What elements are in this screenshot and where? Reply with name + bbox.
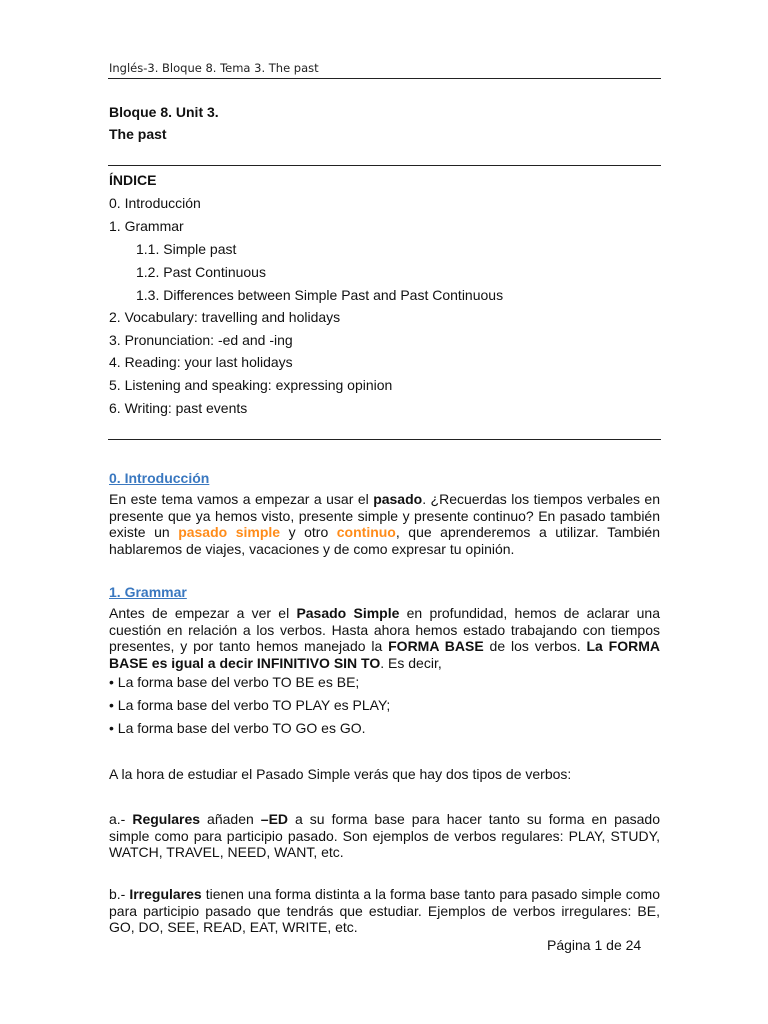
bullet-item: • La forma base del verbo TO BE es BE;	[109, 674, 360, 690]
section-heading-intro: 0. Introducción	[109, 470, 210, 486]
verb-types-intro: A la hora de estudiar el Pasado Simple verás que hay dos tipos de verbos:	[109, 766, 572, 782]
grammar-paragraph: Antes de empezar a ver el Pasado Simple en profundidad, hemos de aclarar una cuestión en relación a los verbos. Hasta ahora hemos estado trabajando con tiempos presentes, y por tanto hemos manejado la FORMA BASE de los verbos. La FORMA BASE es igual a decir INFINITIVO SIN TO. Es decir,	[109, 605, 661, 671]
running-header: Inglés-3. Bloque 8. Tema 3. The past	[109, 61, 319, 75]
toc-subitem: 1.2. Past Continuous	[136, 264, 266, 280]
regular-verbs-paragraph: a.- Regulares añaden –ED a su forma base para hacer tanto su forma en pasado simple como para participio pasado. Son ejemplos de verbos regulares: PLAY, STUDY, WATCH, TRAVEL, NEED, WANT, etc.	[109, 811, 661, 860]
toc-item: 1. Grammar	[109, 218, 184, 234]
toc-item: 0. Introducción	[109, 195, 201, 211]
index-top-rule	[108, 165, 661, 166]
doc-title-line2: The past	[109, 126, 167, 142]
toc-subitem: 1.1. Simple past	[136, 241, 237, 257]
intro-paragraph: En este tema vamos a empezar a usar el pasado. ¿Recuerdas los tiempos verbales en presente que ya hemos visto, presente simple y presente continuo? En pasado también existe un pasado simple y otro continuo, que aprenderemos a utilizar. También hablaremos de viajes, vacaciones y de como expresar tu opinión.	[109, 491, 661, 557]
toc-item: 4. Reading: your last holidays	[109, 354, 293, 370]
bullet-item: • La forma base del verbo TO PLAY es PLAY;	[109, 697, 391, 713]
toc-item: 6. Writing: past events	[109, 400, 248, 416]
toc-item: 3. Pronunciation: -ed and -ing	[109, 332, 293, 348]
toc-item: 5. Listening and speaking: expressing opinion	[109, 377, 393, 393]
doc-title-line1: Bloque 8. Unit 3.	[109, 104, 219, 120]
toc-subitem: 1.3. Differences between Simple Past and Past Continuous	[136, 287, 504, 303]
section-heading-grammar: 1. Grammar	[109, 584, 187, 600]
bullet-item: • La forma base del verbo TO GO es GO.	[109, 720, 366, 736]
header-rule	[108, 78, 661, 79]
page-number: Página 1 de 24	[547, 937, 642, 953]
index-bottom-rule	[108, 439, 661, 440]
toc-item: 2. Vocabulary: travelling and holidays	[109, 309, 341, 325]
index-heading: ÍNDICE	[109, 172, 157, 188]
irregular-verbs-paragraph: b.- Irregulares tienen una forma distinta a la forma base tanto para pasado simple como para participio pasado que tendrás que estudiar. Ejemplos de verbos irregulares: BE, GO, DO, SEE, READ, EAT, WRITE, etc.	[109, 886, 660, 935]
